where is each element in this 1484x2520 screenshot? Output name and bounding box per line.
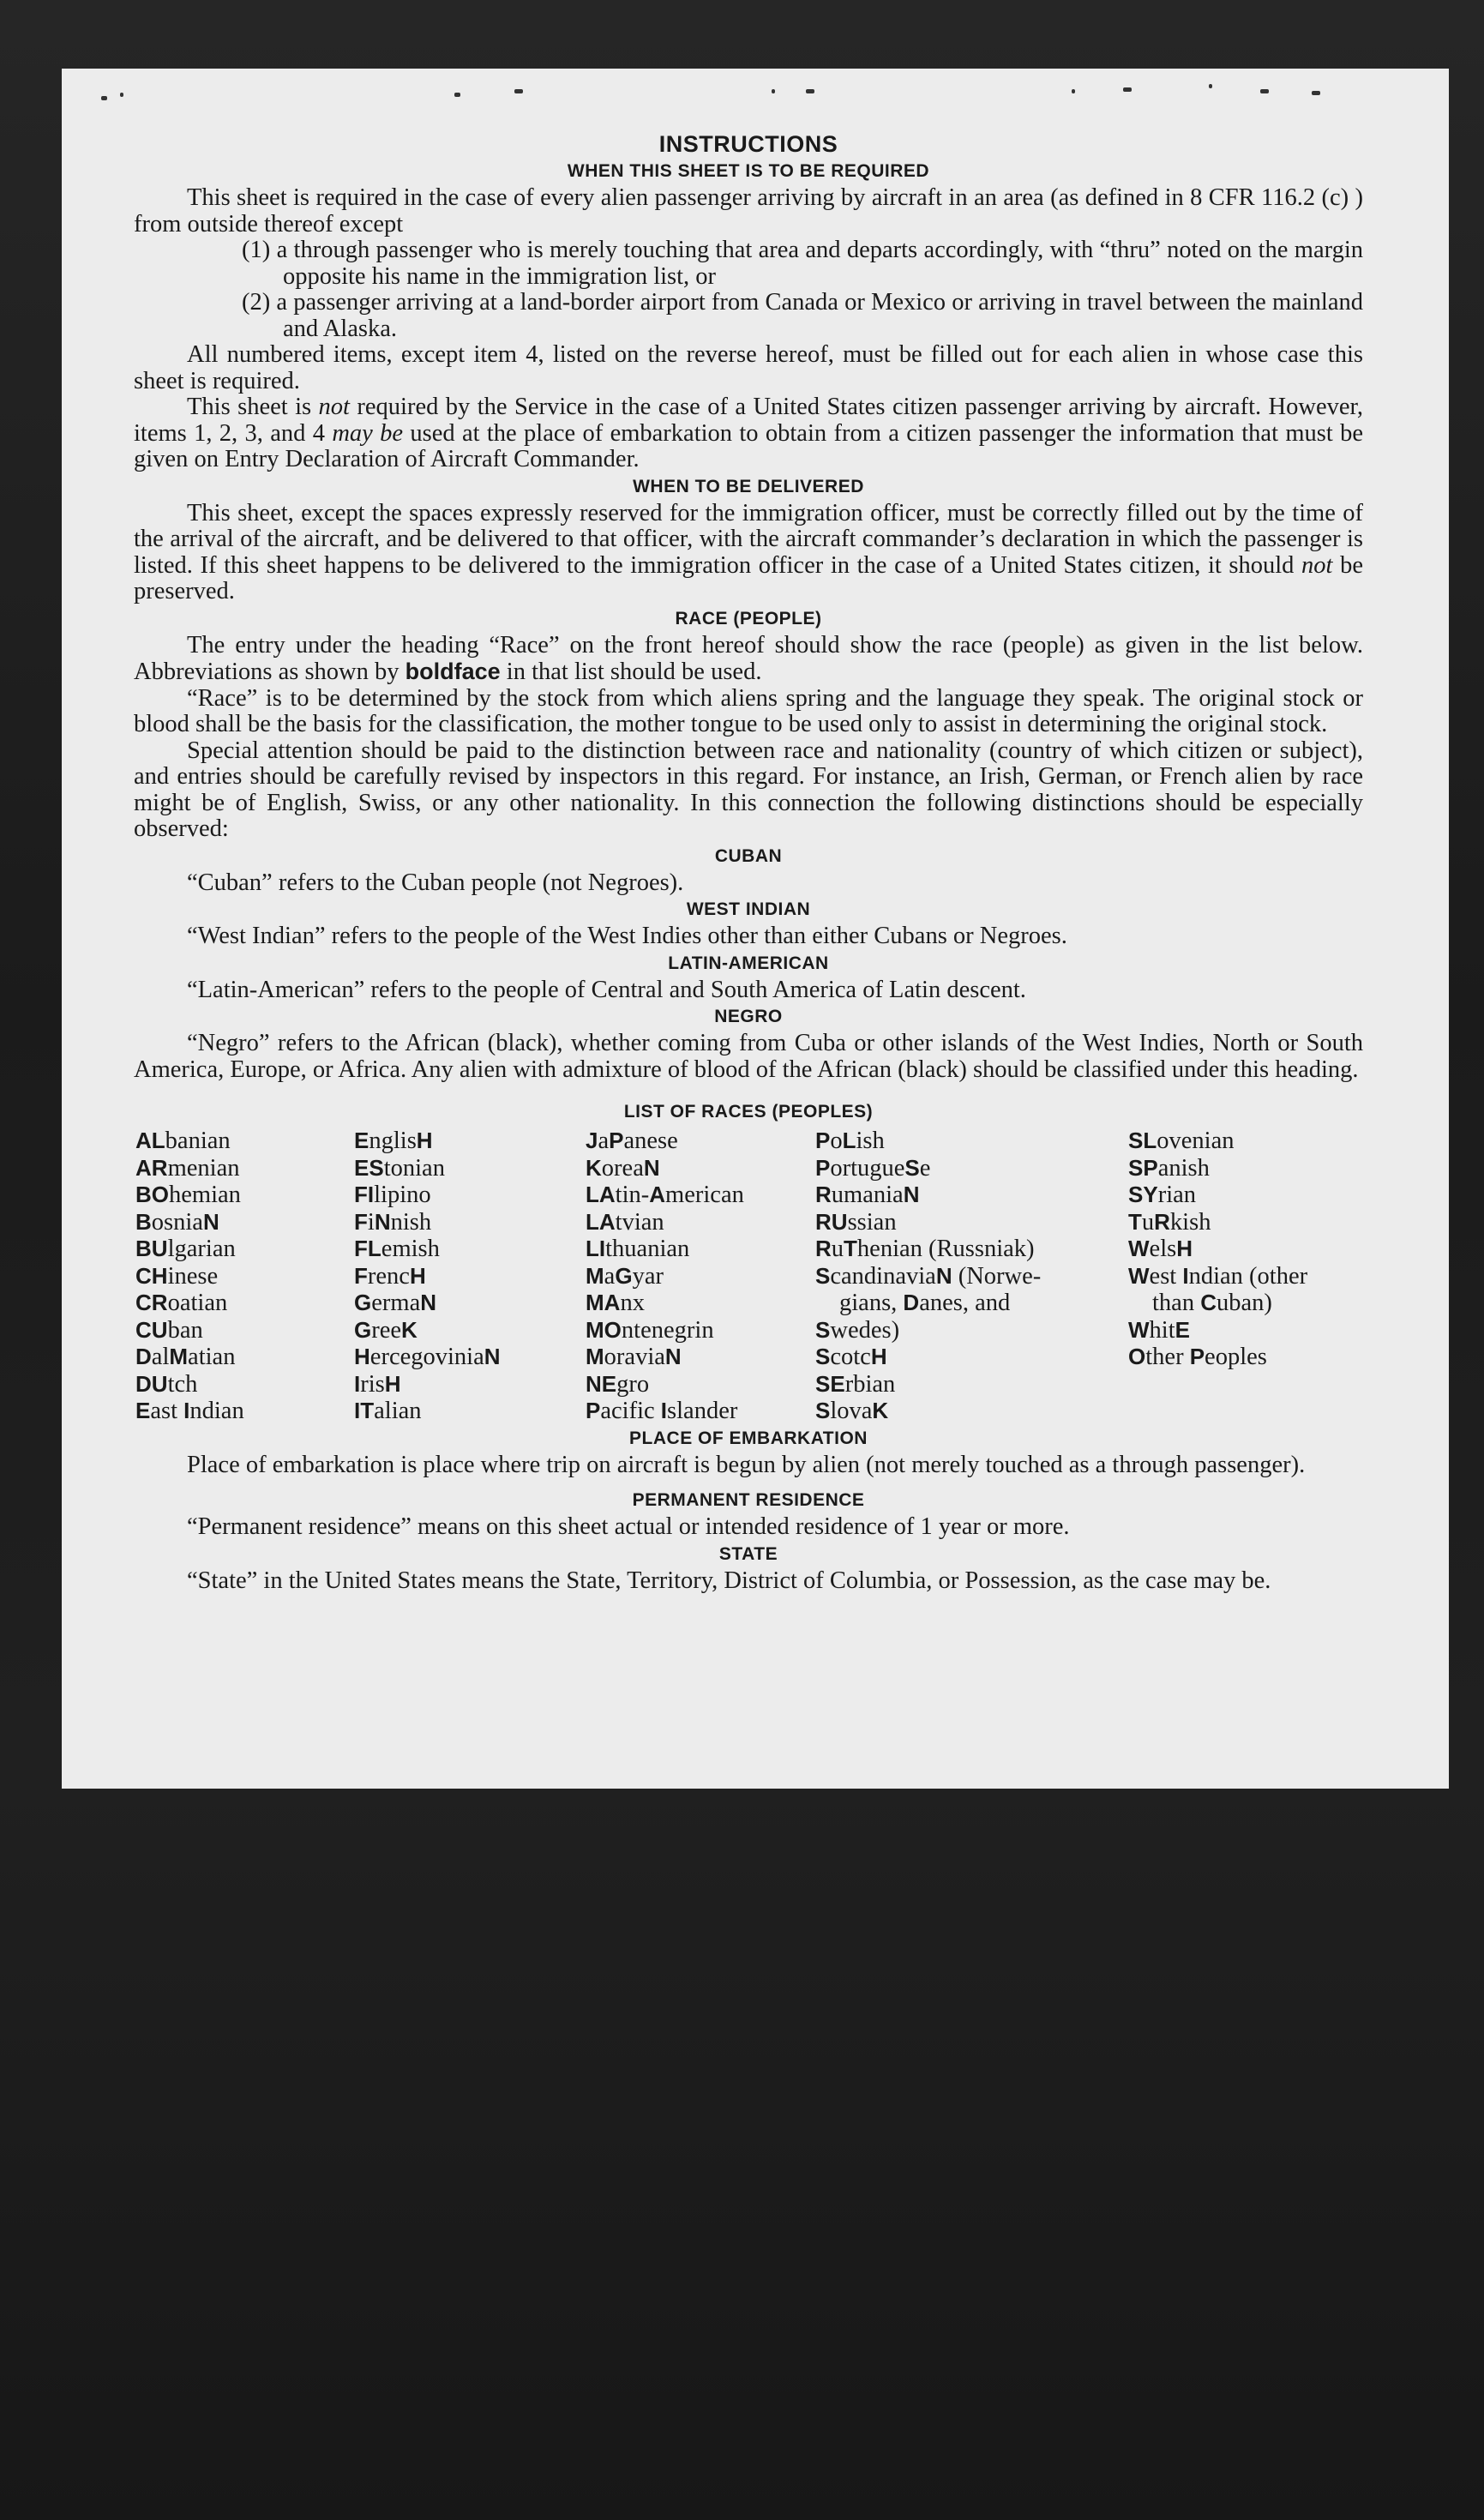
heading-list-of-races: LIST OF RACES (PEOPLES) bbox=[623, 1102, 874, 1122]
text-run: in that list should be used. bbox=[500, 659, 762, 685]
race-entry: EnglisH bbox=[354, 1128, 433, 1154]
paragraph-state: “State” in the United States means the State, Territory, District of Columbia, or Possession, as the case may be. bbox=[187, 1567, 1271, 1594]
scan-dot bbox=[1072, 89, 1075, 93]
race-entry: SYrian bbox=[1128, 1182, 1197, 1208]
heading-latin-american: LATIN-AMERICAN bbox=[668, 953, 829, 973]
race-entry: TuRkish bbox=[1128, 1208, 1211, 1236]
item-number: (1) bbox=[242, 237, 271, 263]
scan-dot bbox=[454, 93, 460, 97]
heading-state: STATE bbox=[718, 1543, 778, 1564]
races-table bbox=[135, 1128, 1363, 1425]
race-entry: Pacific Islander bbox=[586, 1398, 738, 1424]
paragraph-cuban: “Cuban” refers to the Cuban people (not Negroes). bbox=[187, 869, 684, 896]
text-run-italic: not bbox=[318, 394, 350, 420]
race-entry: Other Peoples bbox=[1128, 1344, 1267, 1370]
heading-when-delivered: WHEN TO BE DELIVERED bbox=[633, 476, 864, 496]
document-sheet bbox=[62, 69, 1449, 1789]
scan-dot bbox=[806, 89, 814, 93]
races-column-5 bbox=[1128, 1128, 1351, 1425]
race-entry: ITalian bbox=[354, 1398, 422, 1424]
race-entry: ScandinaviaN (Norwe- bbox=[815, 1262, 1042, 1290]
race-entry: PortugueSe bbox=[815, 1154, 931, 1182]
text-run: be preserved. bbox=[134, 551, 1363, 604]
race-entry: BUlgarian bbox=[135, 1236, 236, 1262]
race-entry: West Indian (other bbox=[1128, 1262, 1308, 1290]
race-entry: than Cuban) bbox=[1152, 1290, 1272, 1316]
race-entry: GermaN bbox=[354, 1290, 436, 1316]
scan-dot bbox=[772, 89, 775, 93]
race-entry: LIthuanian bbox=[586, 1236, 690, 1262]
list-item-exception-1 bbox=[242, 238, 1363, 290]
race-entry: SPanish bbox=[1128, 1154, 1210, 1182]
paragraph-required-2: All numbered items, except item 4, listed on the reverse hereof, must be filled out for each alien in whose case this sheet is required. bbox=[134, 341, 1363, 394]
paragraph-required-1: This sheet is required in the case of every alien passenger arriving by aircraft in an area (as defined in 8 CFR 116.2 (c) ) from outside thereof except bbox=[134, 184, 1363, 238]
heading-west-indian: WEST INDIAN bbox=[686, 899, 811, 919]
text-run: used at the place of embarkation to obtain from a citizen passenger the information that must be given on Entry Declaration of Aircraft Commander. bbox=[134, 419, 1363, 472]
race-entry: LAtvian bbox=[586, 1208, 664, 1236]
race-entry: RUssian bbox=[815, 1208, 897, 1236]
race-entry: FrencH bbox=[354, 1262, 426, 1290]
paragraph-race-3: Special attention should be paid to the distinction between race and nationality (country of which citizen or subject), and entries should be carefully revised by inspectors in this regard. For instance, an Irish, German, or French alien by race might be of English, Swiss, or any other nationality. In this connection the following distinctions should be especially observed: bbox=[134, 737, 1363, 842]
race-entry: BosniaN bbox=[135, 1208, 219, 1236]
paragraph-residence: “Permanent residence” means on this sheet actual or intended residence of 1 year or more. bbox=[187, 1513, 1070, 1540]
heading-place-of-embarkation: PLACE OF EMBARKATION bbox=[629, 1428, 868, 1448]
race-entry: FIlipino bbox=[354, 1182, 431, 1208]
paragraph-latin-american: “Latin-American” refers to the people of Central and South America of Latin descent. bbox=[187, 976, 1026, 1003]
text-run: This sheet is bbox=[187, 394, 319, 420]
races-column-4 bbox=[815, 1128, 1128, 1425]
paragraph-race-1 bbox=[134, 633, 1363, 686]
race-entry: ARmenian bbox=[135, 1154, 240, 1182]
race-entry: IrisH bbox=[354, 1370, 401, 1398]
race-entry: DUtch bbox=[135, 1370, 198, 1398]
scan-dot bbox=[1209, 84, 1212, 88]
paragraph-negro: “Negro” refers to the African (black), whether coming from Cuba or other islands of the West Indies, North or South America, Europe, or Africa. Any alien with admixture of blood of the African (black) should be classified under this heading. bbox=[134, 1030, 1363, 1083]
scan-dot bbox=[101, 96, 107, 100]
races-column-3 bbox=[586, 1128, 815, 1425]
race-entry: SlovaK bbox=[815, 1398, 889, 1424]
race-entry: FiNnish bbox=[354, 1208, 432, 1236]
race-entry: JaPanese bbox=[586, 1128, 678, 1154]
document-title: INSTRUCTIONS bbox=[658, 131, 838, 157]
race-entry: LAtin-American bbox=[586, 1182, 744, 1208]
heading-race: RACE (PEOPLE) bbox=[675, 608, 822, 628]
race-entry: WelsH bbox=[1128, 1236, 1193, 1262]
paragraph-embarkation: Place of embarkation is place where trip on aircraft is begun by alien (not merely touched as a through passenger). bbox=[187, 1451, 1306, 1478]
scan-artifacts bbox=[94, 79, 1397, 105]
heading-permanent-residence: PERMANENT RESIDENCE bbox=[632, 1490, 865, 1510]
races-column-1 bbox=[135, 1128, 354, 1425]
paragraph-west-indian: “West Indian” refers to the people of the West Indies other than either Cubans or Negroes. bbox=[187, 923, 1067, 949]
race-entry: gians, Danes, and bbox=[839, 1290, 1011, 1316]
paragraph-delivered bbox=[134, 501, 1363, 605]
race-entry: SLovenian bbox=[1128, 1128, 1235, 1154]
race-entry: ScotcH bbox=[815, 1344, 887, 1370]
race-entry: SErbian bbox=[815, 1370, 896, 1398]
race-entry: MOntenegrin bbox=[586, 1316, 714, 1344]
paragraph-race-2: “Race” is to be determined by the stock from which aliens spring and the language they speak. The original stock or blood shall be the basis for the classification, the mother tongue to be used only to assist in determining the original stock. bbox=[134, 684, 1363, 737]
race-entry: MAnx bbox=[586, 1290, 645, 1316]
item-text: a passenger arriving at a land-border airport from Canada or Mexico or arriving in travel between the mainland and Alaska. bbox=[276, 289, 1363, 342]
scan-dot bbox=[1312, 91, 1320, 95]
race-entry: CRoatian bbox=[135, 1290, 228, 1316]
text-run: This sheet, except the spaces expressly reserved for the immigration officer, must be correctly filled out by the time of the arrival of the aircraft, and be delivered to that officer, with the aircraft commander’s declaration in which the passenger is listed. If this sheet happens to be delivered to the immigration officer in the case of a United States citizen, it should bbox=[134, 499, 1363, 579]
race-entry: HercegoviniaN bbox=[354, 1344, 501, 1370]
race-entry: BOhemian bbox=[135, 1182, 241, 1208]
item-text: a through passenger who is merely touching that area and departs accordingly, with “thru” noted on the margin opposite his name in the immigration list, or bbox=[276, 237, 1363, 290]
race-entry: Swedes) bbox=[815, 1316, 900, 1344]
heading-negro: NEGRO bbox=[714, 1007, 783, 1026]
race-entry: RuThenian (Russniak) bbox=[815, 1236, 1035, 1262]
race-entry: DalMatian bbox=[135, 1344, 236, 1370]
race-entry: GreeK bbox=[354, 1316, 418, 1344]
scan-dot bbox=[514, 89, 523, 93]
text-run-italic: not bbox=[1301, 551, 1333, 579]
heading-cuban: CUBAN bbox=[714, 845, 783, 866]
paragraph-required-3 bbox=[134, 394, 1363, 473]
race-entry: KoreaN bbox=[586, 1154, 660, 1182]
text-run-italic: may be bbox=[332, 419, 404, 447]
race-entry: MaGyar bbox=[586, 1262, 664, 1290]
heading-when-required: WHEN THIS SHEET IS TO BE REQUIRED bbox=[567, 161, 930, 181]
text-run-bold: boldface bbox=[405, 659, 501, 684]
race-entry: East Indian bbox=[135, 1398, 244, 1424]
scan-dot bbox=[120, 93, 123, 97]
race-entry: PoLish bbox=[815, 1128, 885, 1154]
race-entry: NEgro bbox=[586, 1370, 650, 1398]
list-item-exception-2 bbox=[242, 290, 1363, 342]
race-entry: CHinese bbox=[135, 1262, 219, 1290]
race-entry: WhitE bbox=[1128, 1316, 1190, 1344]
text-run: The entry under the heading “Race” on the front hereof should show the race (people) as given in the list below. Abbreviations as shown by bbox=[134, 631, 1363, 685]
race-entry: RumaniaN bbox=[815, 1182, 920, 1208]
race-entry: ALbanian bbox=[135, 1128, 231, 1154]
races-column-2 bbox=[354, 1128, 586, 1425]
race-entry: MoraviaN bbox=[586, 1344, 682, 1370]
text-run: required by the Service in the case of a United States citizen passenger arriving by aircraft. However, items 1, 2, 3, and 4 bbox=[134, 394, 1363, 447]
scan-dot bbox=[1260, 89, 1269, 93]
scan-dot bbox=[1123, 87, 1132, 92]
race-entry: FLemish bbox=[354, 1236, 440, 1262]
race-entry: CUban bbox=[135, 1316, 203, 1344]
item-number: (2) bbox=[242, 289, 271, 316]
race-entry: EStonian bbox=[354, 1154, 445, 1182]
